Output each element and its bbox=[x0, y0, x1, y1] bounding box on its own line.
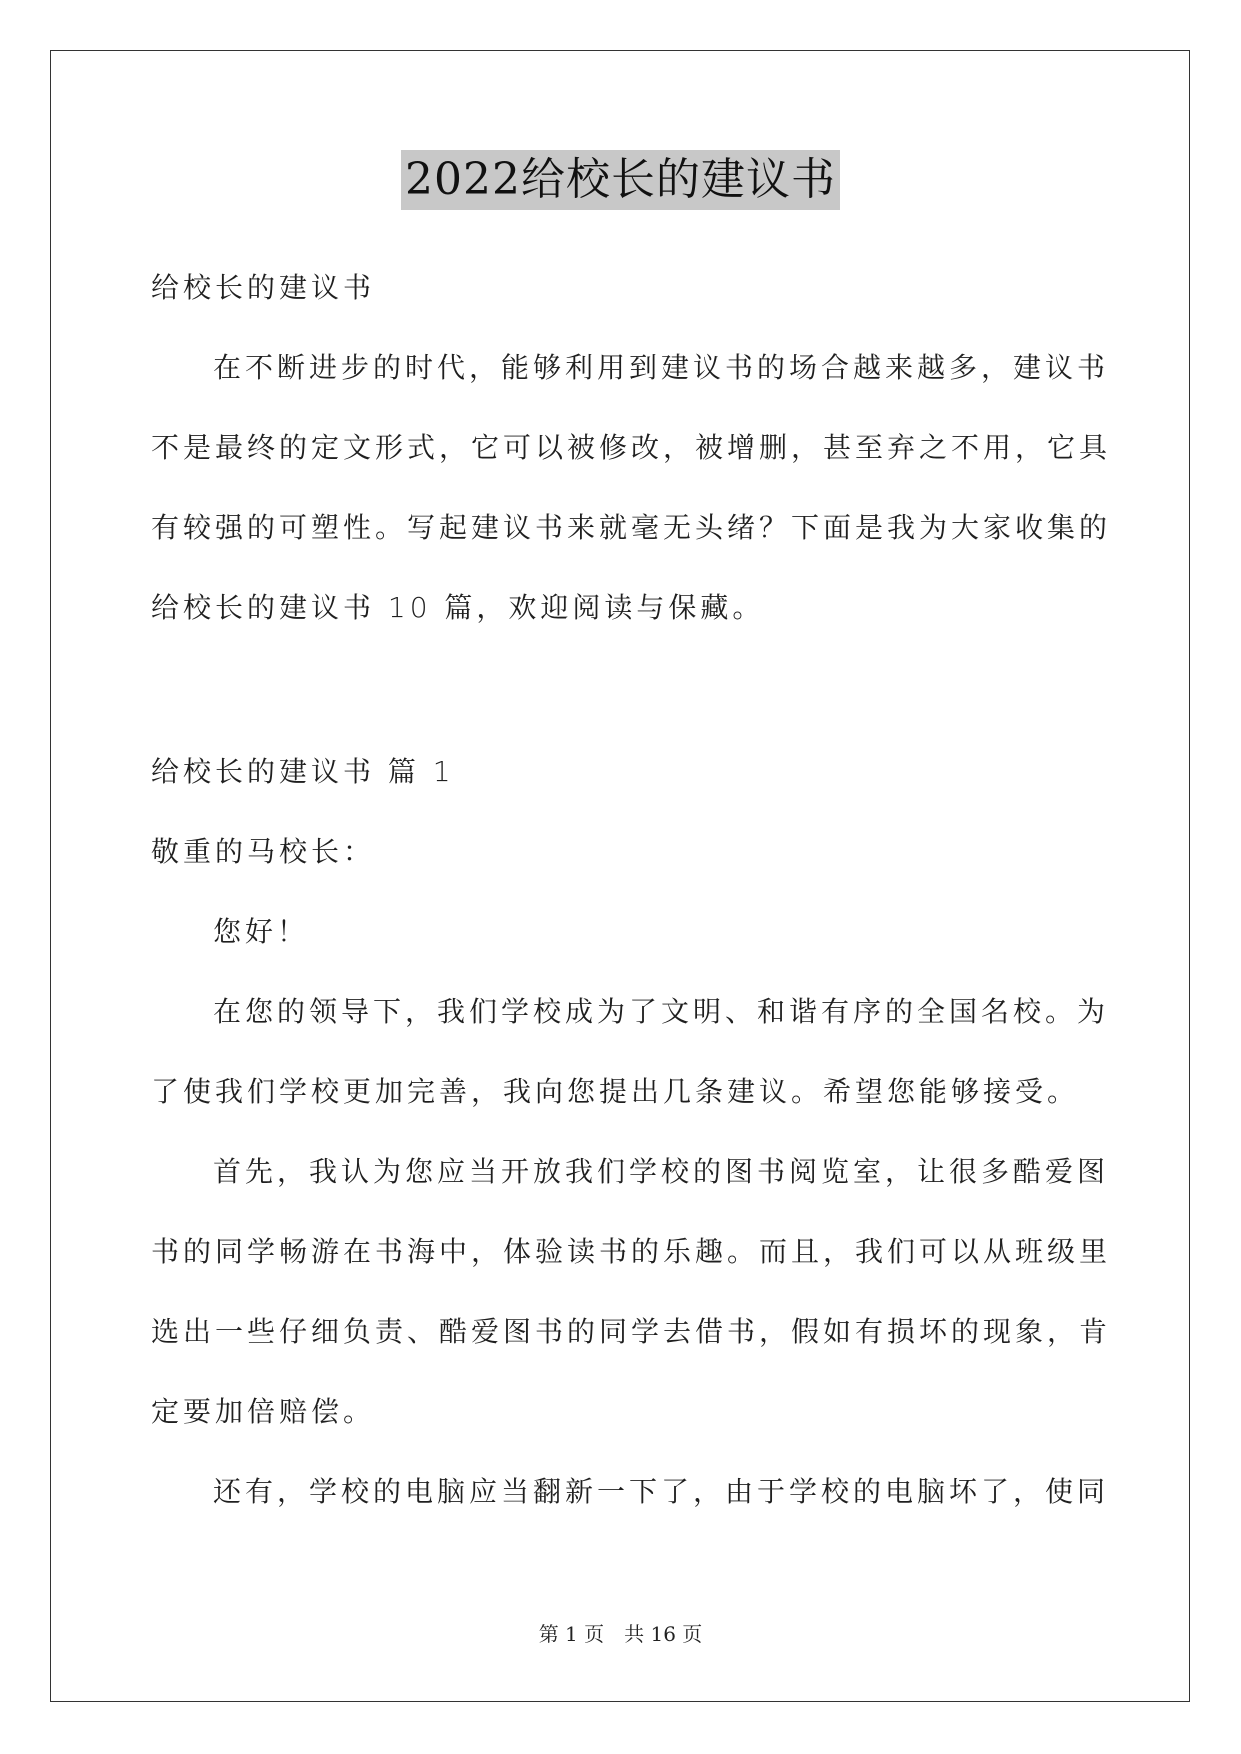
page-footer bbox=[0, 1620, 1241, 1648]
intro-line: 有较强的可塑性。写起建议书来就毫无头绪？下面是我为大家收集的 bbox=[151, 511, 1112, 544]
title-block bbox=[0, 150, 1241, 210]
document-subtitle: 给校长的建议书 bbox=[151, 271, 376, 304]
body-line: 首先，我认为您应当开放我们学校的图书阅览室，让很多酷爱图 bbox=[213, 1155, 1110, 1188]
body-line: 选出一些仔细负责、酷爱图书的同学去借书，假如有损坏的现象，肯 bbox=[151, 1315, 1112, 1348]
greeting: 您好！ bbox=[213, 915, 310, 948]
intro-line: 不是最终的定文形式，它可以被修改，被增删，甚至弃之不用，它具 bbox=[151, 431, 1112, 464]
body-line: 定要加倍赔偿。 bbox=[151, 1395, 376, 1428]
page-number: 第 1 页 bbox=[538, 1622, 605, 1646]
document-title: 2022给校长的建议书 bbox=[401, 150, 840, 210]
page-total: 共 16 页 bbox=[624, 1622, 703, 1646]
section-heading: 给校长的建议书 篇 1 bbox=[151, 755, 455, 788]
body-line: 了使我们学校更加完善，我向您提出几条建议。希望您能够接受。 bbox=[151, 1075, 1080, 1108]
body-line: 在您的领导下，我们学校成为了文明、和谐有序的全国名校。为 bbox=[213, 995, 1110, 1028]
body-line: 书的同学畅游在书海中，体验读书的乐趣。而且，我们可以从班级里 bbox=[151, 1235, 1112, 1268]
body-line: 还有，学校的电脑应当翻新一下了，由于学校的电脑坏了，使同 bbox=[213, 1475, 1110, 1508]
salutation: 敬重的马校长： bbox=[151, 835, 376, 868]
intro-line: 在不断进步的时代，能够利用到建议书的场合越来越多，建议书 bbox=[213, 351, 1110, 384]
intro-line: 给校长的建议书 10 篇，欢迎阅读与保藏。 bbox=[151, 591, 765, 624]
